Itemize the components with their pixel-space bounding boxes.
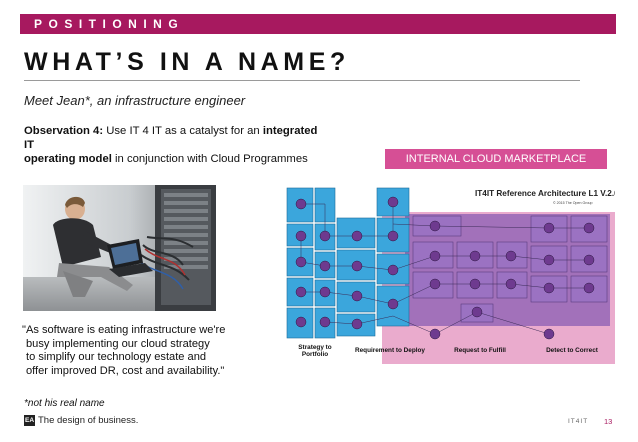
quote-line-3: to simplify our technology estate and	[26, 351, 207, 363]
quote-line-2: busy implementing our cloud strategy	[26, 337, 210, 350]
observation-bold-2: operating model	[24, 153, 112, 165]
quote-line-4: offer improved DR, cost and availability."	[26, 364, 225, 377]
observation-bold-1: integrated IT	[24, 125, 318, 151]
section-label: POSITIONING	[34, 17, 185, 31]
it4it-diagram-graphic	[285, 184, 615, 364]
label-strategy-to-portfolio: Strategy to Portfolio	[298, 344, 332, 359]
engineer-quote	[22, 324, 232, 378]
label-detect-to-correct: Detect to Correct	[546, 347, 598, 354]
diagram-copyright: © 2015 The Open Group	[553, 201, 593, 205]
diagram-title: IT4IT Reference Architecture L1 V.2.0	[475, 189, 615, 198]
marketplace-label: INTERNAL CLOUD MARKETPLACE	[385, 149, 607, 169]
title-divider	[24, 80, 580, 81]
footnote: *not his real name	[24, 398, 105, 409]
slide-subtitle: Meet Jean*, an infrastructure engineer	[24, 93, 246, 108]
engineer-illustration	[23, 185, 216, 311]
section-banner	[20, 14, 616, 34]
footer-brand: IT4IT	[568, 418, 589, 425]
observation-lead: Observation 4:	[24, 125, 104, 137]
slide-title: WHAT’S IN A NAME?	[24, 48, 350, 76]
page-number: 13	[604, 417, 613, 426]
observation-text	[24, 124, 324, 166]
footer-tagline: The design of business.	[38, 415, 139, 426]
observation-text-2: in conjunction with Cloud Programmes	[111, 153, 308, 165]
ea-logo: EA	[24, 417, 35, 424]
quote-line-1: "As software is eating infrastructure we're	[22, 324, 226, 336]
it4it-diagram	[285, 184, 615, 364]
observation-text-1: Use IT 4 IT as a catalyst for an	[103, 125, 263, 137]
engineer-photo	[23, 185, 216, 311]
label-requirement-to-deploy: Requirement to Deploy	[355, 347, 425, 354]
label-request-to-fulfill: Request to Fulfill	[454, 347, 506, 354]
